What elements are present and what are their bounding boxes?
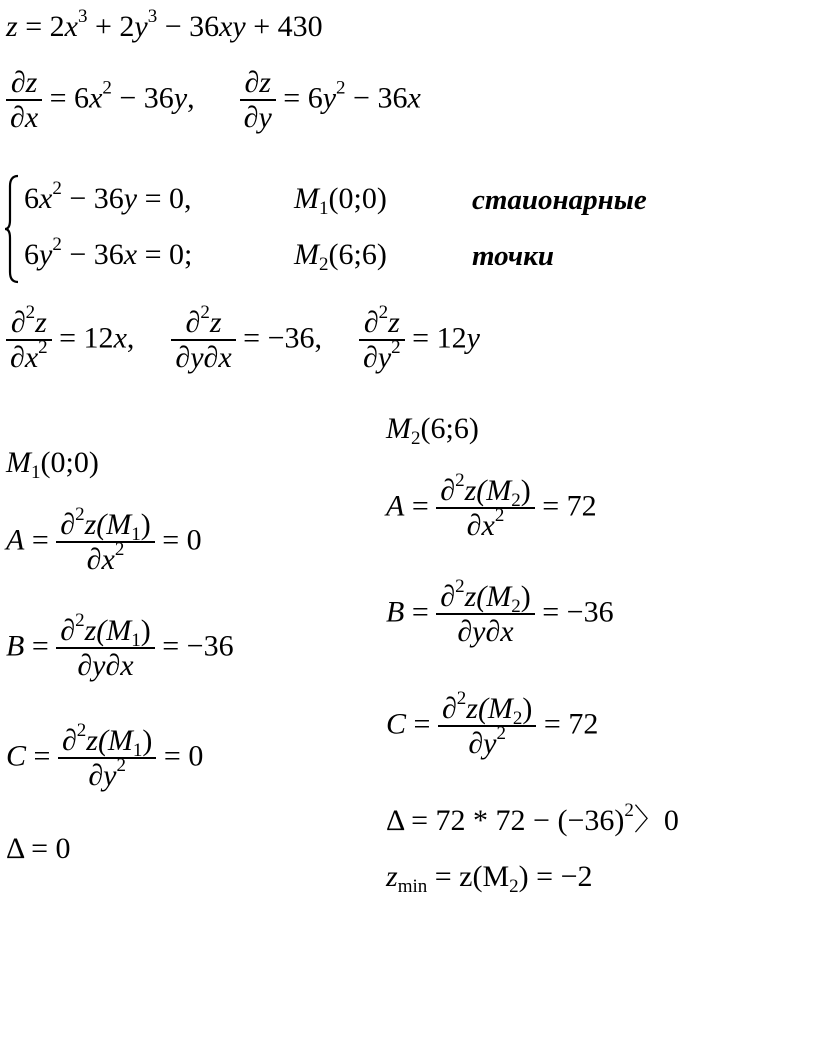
point2-B-fraction: $\frac{\partial^2z(M_2)}{\partial y\partial x}$	[436, 580, 534, 650]
point1-A-fraction: $\frac{\partial^2z(M_1)}{\partial x^2}$	[56, 508, 154, 578]
point1-heading: $M_1(0;0)$	[6, 446, 99, 483]
function-definition: $z = 2x^3 + 2y^3 - 36xy + 430$	[6, 6, 323, 43]
var-z: z	[6, 10, 18, 43]
point2-zmin: $z_{min} = z(M_2) = -2$	[386, 860, 593, 897]
d2z-dydx-fraction: $\frac{\partial^2z}{\partial y\partial x}$	[171, 306, 235, 376]
stationary-note-line2: точки	[472, 240, 554, 272]
stationary-point-m1: $M_1(0;0)$	[294, 182, 387, 219]
system-brace	[4, 174, 20, 284]
point2-delta: $\Delta = 72 * 72 - (-36)^2$〉0	[386, 800, 679, 837]
point2-C-fraction: $\frac{\partial^2z(M_2)}{\partial y^2}$	[438, 692, 536, 762]
first-derivatives: $\frac{\partial z}{\partial x}$ = $6x^2 - 36y$, $\frac{\partial z}{\partial y}$ = $6y^2 - 36x$	[6, 66, 421, 136]
point1-B: B = $\frac{\partial^2z(M_1)}{\partial y\partial x}$ = −36	[6, 610, 234, 682]
point1-C-fraction: $\frac{\partial^2z(M_1)}{\partial y^2}$	[58, 724, 156, 794]
point1-A: A = $\frac{\partial^2z(M_1)}{\partial x^2}$ = 0	[6, 504, 202, 576]
system-equation-2: $6y^2 - 36x = 0$;	[24, 234, 193, 271]
point1-B-fraction: $\frac{\partial^2z(M_1)}{\partial y\partial x}$	[56, 614, 154, 684]
stationary-point-m2: $M_2(6;6)$	[294, 238, 387, 275]
second-derivatives: $\frac{\partial^2z}{\partial x^2}$ = 12x, $\frac{\partial^2z}{\partial y\partial x}$ = −36, $\frac{\partial^2z}{\partial y^2}$ = 12y	[6, 306, 480, 376]
point2-C: C = $\frac{\partial^2z(M_2)}{\partial y^2}$ = 72	[386, 688, 599, 760]
dz-dy-fraction: $\frac{\partial z}{\partial y}$	[240, 66, 276, 136]
point2-B: B = $\frac{\partial^2z(M_2)}{\partial y\partial x}$ = −36	[386, 576, 614, 648]
d2z-dy2-fraction: $\frac{\partial^2z}{\partial y^2}$	[359, 306, 405, 376]
point2-A-fraction: $\frac{\partial^2z(M_2)}{\partial x^2}$	[436, 474, 534, 544]
d2z-dx2-fraction: $\frac{\partial^2z}{\partial x^2}$	[6, 306, 52, 376]
system-equation-1: $6x^2 - 36y = 0$,	[24, 178, 192, 215]
point2-A: A = $\frac{\partial^2z(M_2)}{\partial x^2}$ = 72	[386, 470, 597, 542]
stationary-note-line1: стаионарные	[472, 184, 647, 216]
point1-C: C = $\frac{\partial^2z(M_1)}{\partial y^2}$ = 0	[6, 720, 204, 792]
dz-dx-fraction: $\frac{\partial z}{\partial x}$	[6, 66, 42, 136]
point2-heading: $M_2(6;6)$	[386, 412, 479, 449]
point1-delta: Δ = 0	[6, 832, 71, 865]
